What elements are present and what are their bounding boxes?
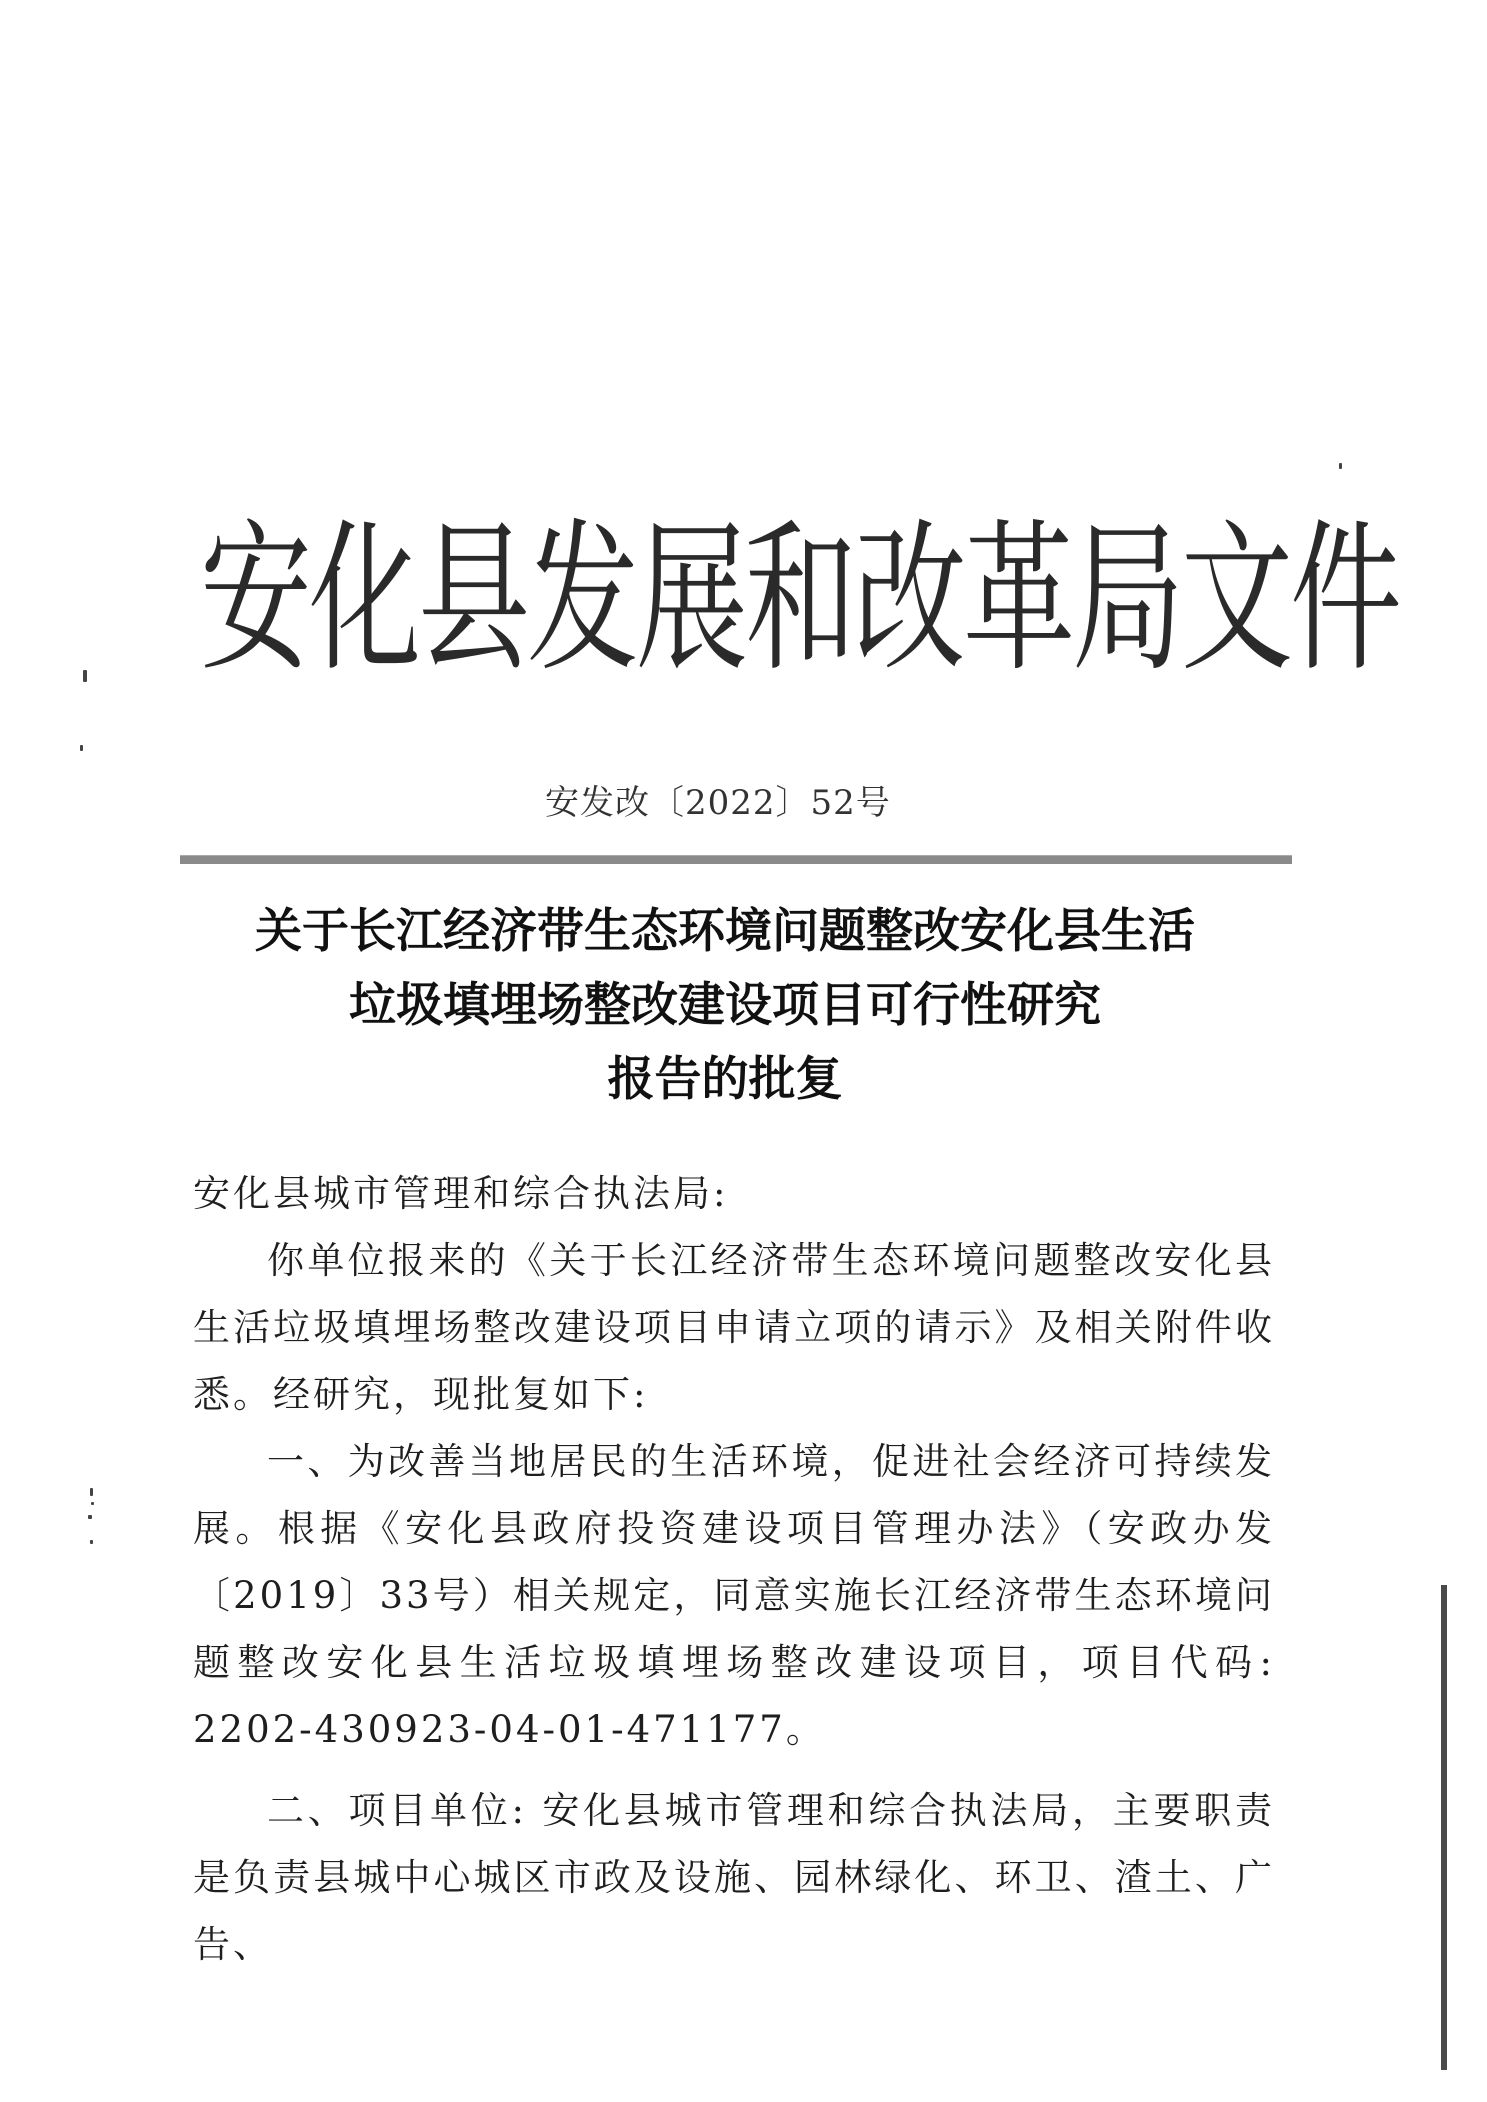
document-number: 安发改〔2022〕52号 (545, 783, 891, 823)
addressee: 安化县城市管理和综合执法局: (193, 1172, 729, 1215)
red-header-divider (180, 855, 1292, 864)
body-paragraph-3: 二、项目单位: 安化县城市管理和综合执法局，主要职责是负责县城中心城区市政及设施、园林绿化、环卫、渣土、广告、 (193, 1789, 1275, 1966)
scan-speck (88, 1515, 92, 1519)
title-line-2: 垃圾填埋场整改建设项目可行性研究 (349, 978, 1101, 1033)
body-paragraph-1: 你单位报来的《关于长江经济带生态环境问题整改安化县生活垃圾填埋场整改建设项目申请立项的请示》及相关附件收悉。经研究，现批复如下: (193, 1239, 1275, 1416)
scan-edge-line (1441, 1585, 1447, 2070)
title-line-1: 关于长江经济带生态环境问题整改安化县生活 (255, 904, 1195, 959)
scan-speck (91, 1502, 94, 1505)
document-title (150, 895, 1300, 1117)
document-body (193, 1160, 1275, 1978)
scan-speck (90, 1488, 93, 1496)
body-paragraph-2: 一、为改善当地居民的生活环境，促进社会经济可持续发展。根据《安化县政府投资建设项目管理办法》（安政办发〔2019〕33号）相关规定，同意实施长江经济带生态环境问题整改安化县生活垃圾填埋场整改建设项目，项目代码: 2202-430923-04-01-471177。 (193, 1440, 1275, 1751)
scan-speck (1339, 463, 1342, 469)
title-line-3: 报告的批复 (607, 1052, 843, 1107)
org-header-title: 安化县发展和改革局文件 (200, 505, 1399, 695)
scan-speck (80, 745, 83, 751)
scan-speck (90, 1540, 93, 1544)
scan-speck (83, 670, 87, 682)
